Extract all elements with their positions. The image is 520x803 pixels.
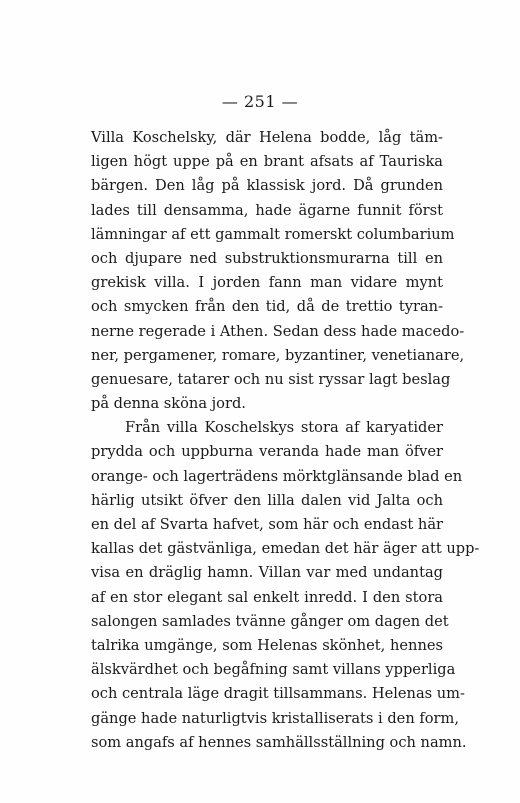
text-line: af en stor elegant sal enkelt inredd. I den stora	[91, 588, 443, 606]
text-line: genuesare, tatarer och nu sist ryssar lagt beslag	[91, 370, 451, 388]
text-line: orange- och lagerträdens mörktglänsande blad en	[91, 467, 463, 485]
text-line: och smycken från den tid, då de trettio tyran-	[91, 298, 443, 316]
paragraph-1	[91, 126, 465, 416]
text-line: bärgen. Den låg på klassisk jord. Då grunden	[91, 177, 443, 195]
text-line: Från villa Koschelskys stora af karyatider	[125, 419, 443, 437]
text-line: lämningar af ett gammalt romerskt columbarium	[91, 225, 455, 243]
text-line: på denna sköna jord.	[91, 395, 246, 413]
text-line: nerne regerade i Athen. Sedan dess hade macedo-	[91, 322, 465, 340]
text-line: kallas det gästvänliga, emedan det här äger att upp-	[91, 540, 480, 558]
text-line: lades till densamma, hade ägarne funnit först	[91, 201, 443, 219]
text-line: visa en dräglig hamn. Villan var med undantag	[91, 564, 443, 582]
text-line: gänge hade naturligtvis kristalliserats i den form,	[91, 709, 460, 727]
text-line: Villa Koschelsky, där Helena bodde, låg täm-	[91, 129, 443, 146]
text-line: älskvärdhet och begåfning samt villans ypperliga	[91, 661, 456, 679]
text-line: grekisk villa. I jorden fann man vidare mynt	[91, 274, 443, 292]
text-line: salongen samlades tvänne gånger om dagen det	[91, 612, 449, 630]
text-line: en del af Svarta hafvet, som här och endast här	[91, 516, 443, 533]
text-line: ligen högt uppe på en brant afsats af Tauriska	[91, 153, 443, 171]
text-line: och djupare ned substruktionsmurarna till en	[91, 249, 443, 267]
text-line: ner, pergamener, romare, byzantiner, venetianare,	[91, 346, 465, 364]
paragraph-2	[91, 416, 480, 755]
text-line: prydda och uppburna veranda hade man öfver	[91, 443, 443, 461]
text-line: och centrala läge dragit tillsammans. Helenas um-	[91, 685, 465, 703]
text-line: som angafs af hennes samhällsställning och namn.	[91, 733, 467, 751]
body-text	[91, 126, 480, 755]
page-number: — 251 —	[221, 92, 299, 111]
text-line: härlig utsikt öfver den lilla dalen vid Jalta och	[91, 491, 443, 509]
text-line: talrika umgänge, som Helenas skönhet, hennes	[91, 636, 443, 654]
